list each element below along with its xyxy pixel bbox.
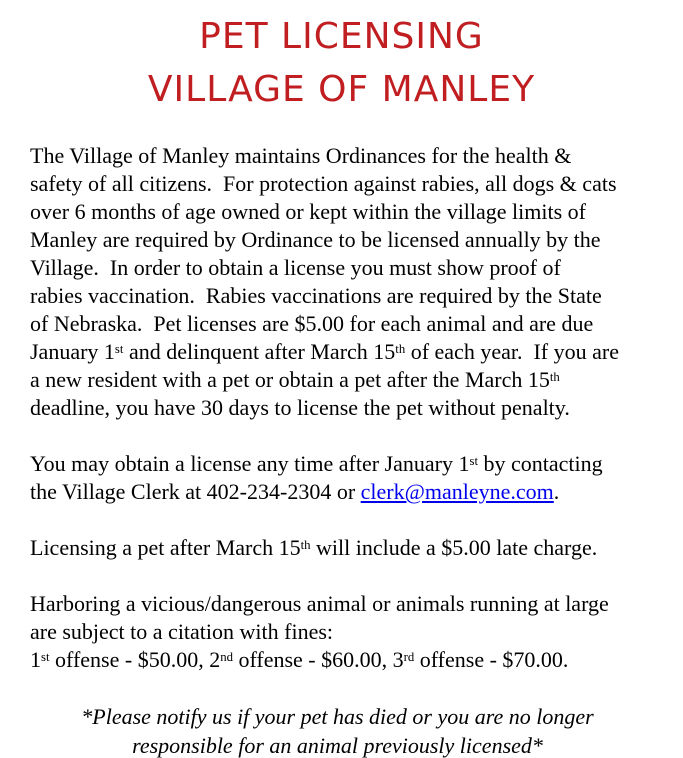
text-segment: of Nebraska. Pet licenses are $5.00 for each animal and are due [30, 311, 594, 336]
text-line [30, 394, 683, 422]
superscript: th [300, 537, 311, 552]
text-line [30, 478, 683, 506]
text-segment: a new resident with a pet or obtain a pet after the March 15 [30, 367, 550, 392]
text-segment: by contacting [478, 451, 603, 476]
footer-line-1: *Please notify us if your pet has died or you are no longer [81, 704, 594, 729]
superscript: st [114, 341, 124, 356]
superscript: st [469, 453, 478, 468]
text-segment: 1 [30, 647, 41, 672]
text-line [30, 590, 683, 618]
text-line [30, 226, 683, 254]
text-line [30, 646, 683, 674]
text-segment: offense - $70.00. [414, 647, 569, 672]
text-segment: January 1 [30, 339, 115, 364]
text-line [30, 366, 683, 394]
text-line [30, 198, 683, 226]
text-segment: are subject to a citation with fines: [30, 619, 334, 644]
text-line [30, 282, 683, 310]
late-charge-paragraph [30, 534, 683, 562]
text-line [30, 338, 683, 366]
text-segment: . [553, 479, 560, 504]
text-segment: Manley are required by Ordinance to be licensed annually by the [30, 227, 601, 252]
text-segment: offense - $60.00, 3 [232, 647, 404, 672]
text-segment: deadline, you have 30 days to license the pet without penalty. [30, 395, 570, 420]
footer-note [0, 702, 683, 758]
title-line-1: PET LICENSING [199, 16, 484, 57]
text-segment: safety of all citizens. For protection against rabies, all dogs & cats [30, 171, 617, 196]
superscript: th [549, 369, 560, 384]
text-line [30, 310, 683, 338]
superscript: th [395, 341, 406, 356]
text-segment: will include a $5.00 late charge. [310, 535, 598, 560]
text-line [30, 450, 683, 478]
text-line [30, 618, 683, 646]
intro-paragraph [30, 142, 683, 422]
contact-paragraph [30, 450, 683, 506]
text-line [30, 534, 683, 562]
title-line-2: VILLAGE OF MANLEY [147, 69, 536, 110]
superscript: nd [220, 649, 233, 664]
fines-paragraph [30, 590, 683, 674]
document-body [0, 142, 683, 674]
superscript: st [41, 649, 50, 664]
superscript: rd [403, 649, 415, 664]
page-title [0, 10, 683, 116]
text-line [30, 254, 683, 282]
text-segment: the Village Clerk at 402-234-2304 or [30, 479, 361, 504]
text-segment: rabies vaccination. Rabies vaccinations are required by the State [30, 283, 602, 308]
text-segment: offense - $50.00, 2 [49, 647, 221, 672]
text-line [30, 170, 683, 198]
email-link[interactable]: clerk@manleyne.com [360, 479, 554, 504]
text-segment: Licensing a pet after March 15 [30, 535, 301, 560]
text-segment: of each year. If you are [405, 339, 619, 364]
text-segment: over 6 months of age owned or kept within the village limits of [30, 199, 587, 224]
text-segment: The Village of Manley maintains Ordinances for the health & [30, 143, 572, 168]
text-line [30, 142, 683, 170]
text-segment: You may obtain a license any time after January 1 [30, 451, 470, 476]
text-segment: Harboring a vicious/dangerous animal or animals running at large [30, 591, 609, 616]
text-segment: Village. In order to obtain a license you must show proof of [30, 255, 561, 280]
footer-line-2: responsible for an animal previously licensed* [132, 733, 543, 758]
text-segment: and delinquent after March 15 [123, 339, 396, 364]
